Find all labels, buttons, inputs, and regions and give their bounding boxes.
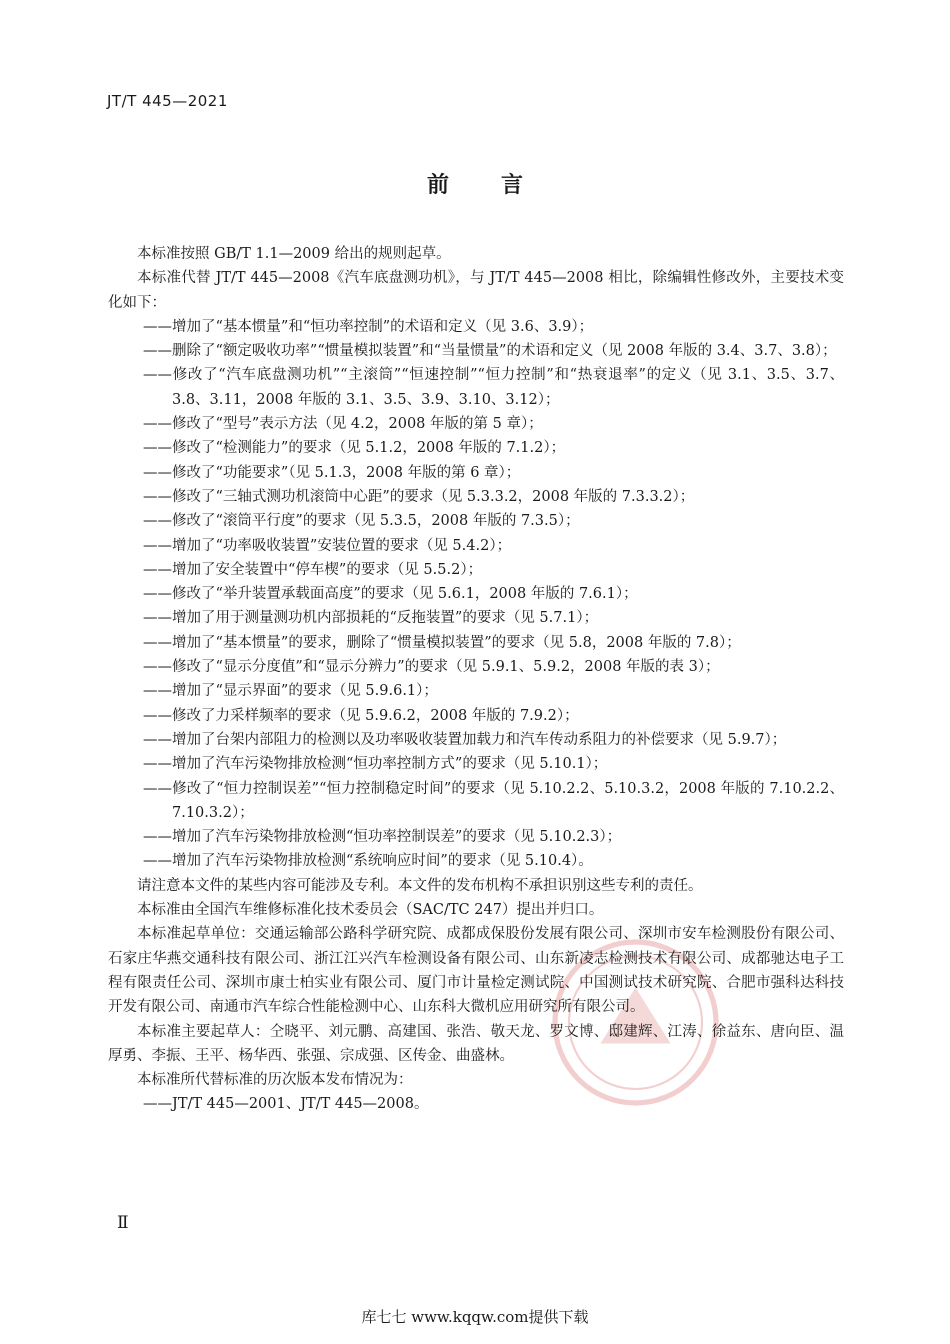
change-item: ——增加了“基本惯量”的要求，删除了“惯量模拟装置”的要求（见 5.8，2008 年版的 7.8）；: [143, 634, 741, 651]
page-title: [0, 168, 950, 199]
change-item: ——修改了“显示分度值”和“显示分辨力”的要求（见 5.9.1、5.9.2，2008 年版的表 3）；: [143, 659, 720, 676]
change-item: ——增加了“基本惯量”和“恒功率控制”的术语和定义（见 3.6、3.9）；: [143, 318, 594, 335]
download-watermark: 库七七 www.kqqw.com提供下载: [361, 1308, 589, 1326]
change-item: ——增加了台架内部阻力的检测以及功率吸收装置加载力和汽车传动系阻力的补偿要求（见 5.9.7）；: [143, 731, 787, 748]
document-code: JT/T 445—2021: [107, 92, 228, 110]
change-item: ——修改了“功能要求”（见 5.1.3，2008 年版的第 6 章）；: [143, 464, 521, 481]
change-item: ——修改了“恒力控制误差”“恒力控制稳定时间”的要求（见 5.10.2.2、5.10.3.2，2008 年版的 7.10.2.2、7.10.3.2）；: [143, 780, 844, 821]
title-char-2: 言: [501, 173, 524, 198]
patent-notice: 请注意本文件的某些内容可能涉及专利。本文件的发布机构不承担识别这些专利的责任。: [137, 877, 703, 894]
change-item: ——增加了汽车污染物排放检测“系统响应时间”的要求（见 5.10.4）。: [143, 853, 593, 870]
change-item: ——增加了用于测量测功机内部损耗的“反拖装置”的要求（见 5.7.1）；: [143, 610, 599, 627]
intro-paragraph: 本标准按照 GB/T 1.1—2009 给出的规则起草。: [137, 246, 451, 262]
change-item: ——修改了“型号”表示方法（见 4.2，2008 年版的第 5 章）；: [143, 416, 543, 433]
change-item: ——增加了“功率吸收装置”安装位置的要求（见 5.4.2）；: [143, 537, 512, 554]
change-item: ——增加了安全装置中“停车楔”的要求（见 5.5.2）；: [143, 561, 483, 578]
change-item: ——修改了力采样频率的要求（见 5.9.6.2，2008 年版的 7.9.2）；: [143, 707, 579, 724]
change-item: ——增加了“显示界面”的要求（见 5.9.6.1）；: [143, 683, 438, 700]
intro-paragraph: 本标准代替 JT/T 445—2008《汽车底盘测功机》，与 JT/T 445—2008 相比，除编辑性修改外，主要技术变化如下：: [108, 270, 844, 311]
history-item: ——JT/T 445—2001、JT/T 445—2008。: [143, 1096, 429, 1113]
change-item: ——删除了“额定吸收功率”“惯量模拟装置”和“当量惯量”的术语和定义（见 2008 年版的 3.4、3.7、3.8）；: [143, 343, 837, 360]
change-item: ——修改了“汽车底盘测功机”“主滚筒”“恒速控制”“恒力控制”和“热衰退率”的定义（见 3.1、3.5、3.7、3.8、3.11，2008 年版的 3.1、3.5、3.9、3.10、3.12）；: [143, 367, 844, 408]
change-item: ——修改了“举升装置承载面高度”的要求（见 5.6.1，2008 年版的 7.6.1）；: [143, 586, 638, 603]
change-item: ——修改了“滚筒平行度”的要求（见 5.3.5，2008 年版的 7.3.5）；: [143, 513, 580, 530]
change-item: ——增加了汽车污染物排放检测“恒功率控制误差”的要求（见 5.10.2.3）；: [143, 829, 622, 846]
history-heading: 本标准所代替标准的历次版本发布情况为：: [137, 1072, 413, 1089]
change-item: ——修改了“检测能力”的要求（见 5.1.2，2008 年版的 7.1.2）；: [143, 440, 566, 457]
change-item: ——增加了汽车污染物排放检测“恒功率控制方式”的要求（见 5.10.1）；: [143, 756, 608, 773]
proposer-statement: 本标准由全国汽车维修标准化技术委员会（SAC/TC 247）提出并归口。: [137, 902, 604, 919]
drafters: 本标准主要起草人：仝晓平、刘元鹏、高建国、张浩、敬天龙、罗文博、邸建辉、江涛、徐益东、唐向臣、温厚勇、李振、王平、杨华西、张强、宗成强、区传金、曲盛林。: [108, 1023, 844, 1064]
drafting-units: 本标准起草单位：交通运输部公路科学研究院、成都成保股份发展有限公司、深圳市安车检测股份有限公司、石家庄华燕交通科技有限公司、浙江江兴汽车检测设备有限公司、山东新凌志检测技术有限公司、成都驰达电子工程有限责任公司、深圳市康士柏实业有限公司、厦门市计量检定测试院、中国测试技术研究院、合肥市强科达科技开发有限公司、南通市汽车综合性能检测中心、山东科大微机应用研究所有限公司。: [108, 926, 844, 1016]
title-char-1: 前: [426, 173, 449, 198]
change-item: ——修改了“三轴式测功机滚筒中心距”的要求（见 5.3.3.2，2008 年版的 7.3.3.2）；: [143, 488, 695, 505]
document-body: [108, 242, 844, 1117]
page-number: Ⅱ: [117, 1213, 129, 1233]
